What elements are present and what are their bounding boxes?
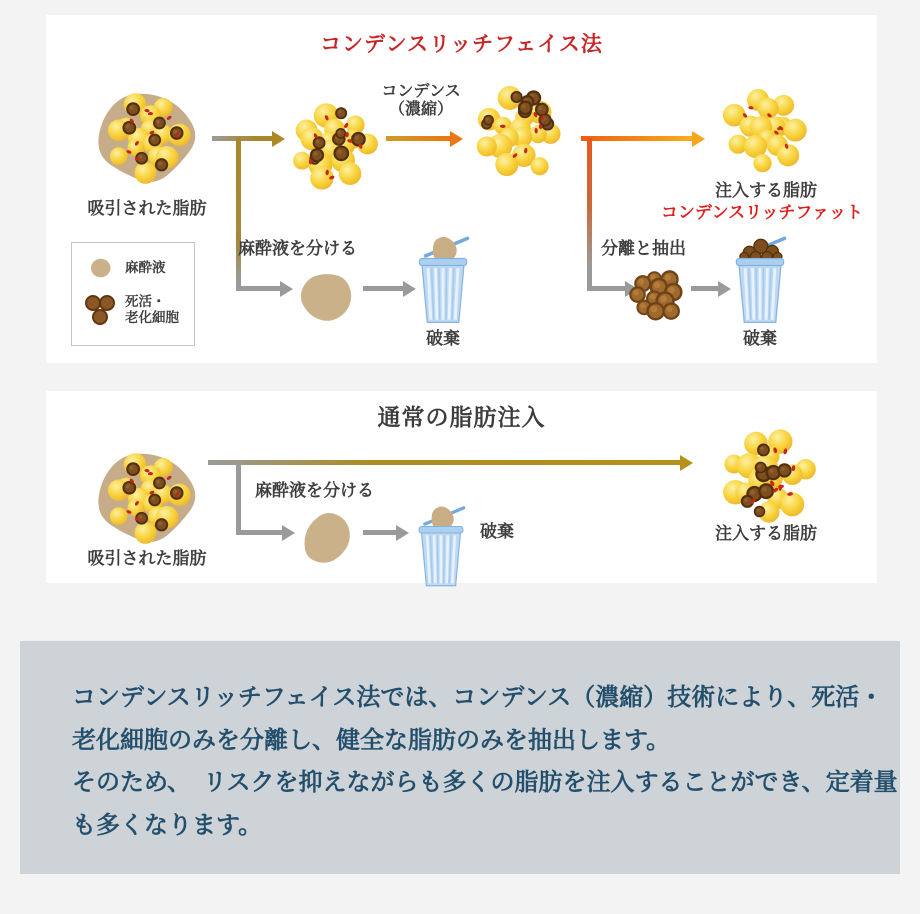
- arrow-to-washed-fat: [212, 136, 273, 141]
- trash-can-anesthetic: [415, 233, 471, 326]
- inject-fat-label: 注入する脂肪: [715, 524, 817, 543]
- dead-cells-cluster-illustration: [622, 258, 690, 326]
- branch-line-anesthetic: [236, 462, 241, 532]
- fat-with-dead-cells-illustration: [280, 93, 386, 199]
- injected-fat-illustration: [710, 420, 822, 532]
- legend-box: [71, 242, 195, 346]
- discard-label-2: 破棄: [743, 329, 777, 348]
- anesthetic-fluid-illustration: [289, 503, 365, 573]
- aspirated-fat-label: 吸引された脂肪: [87, 549, 207, 568]
- condense-rich-face-panel: [46, 15, 877, 363]
- separate-extract-label: 分離と抽出: [601, 239, 686, 258]
- arrow-to-result-fat: [581, 136, 693, 141]
- aspirated-fat-label: 吸引された脂肪: [87, 199, 207, 218]
- aspirated-fat-illustration: [83, 435, 211, 563]
- description-line: コンデンスリッチフェイス法では、コンデンス（濃縮）技術により、死活・: [72, 685, 884, 711]
- arrow-to-anesthetic-blob: [236, 530, 283, 535]
- condense-label: コンデンス （濃縮）: [381, 83, 461, 119]
- discard-label: 破棄: [480, 522, 514, 541]
- description-text: [72, 677, 898, 847]
- arrow-to-dead-cells: [587, 286, 626, 291]
- arrow-to-trash-2: [691, 286, 719, 291]
- description-line: そのため、 リスクを抑えながらも多くの脂肪を注入することができ、定着量: [72, 770, 898, 796]
- branch-line-anesthetic: [236, 138, 241, 289]
- arrow-to-trash-1: [363, 286, 404, 291]
- legend-anesthetic-row: [82, 253, 186, 283]
- legend-anesthetic-label: 麻酔液: [125, 259, 166, 275]
- trash-can-anesthetic: [415, 503, 467, 589]
- condense-rich-fat-illustration: [717, 82, 815, 180]
- separate-anesthetic-label: 麻酔液を分ける: [238, 239, 357, 258]
- description-panel: [20, 641, 900, 874]
- legend-dead-cells-row: [82, 293, 186, 327]
- condensed-fat-illustration: [464, 70, 574, 186]
- description-line: も多くなります。: [72, 812, 263, 839]
- anesthetic-fluid-icon: [82, 253, 118, 283]
- trash-can-dead-cells: [732, 233, 788, 326]
- anesthetic-fluid-illustration: [289, 261, 365, 331]
- branch-line-extraction: [587, 138, 592, 289]
- discard-label-1: 破棄: [426, 329, 460, 348]
- description-line: 老化細胞のみを分離し、健全な脂肪のみを抽出します。: [72, 727, 671, 754]
- inject-fat-label: 注入する脂肪: [715, 181, 817, 200]
- panel2-title: 通常の脂肪注入: [377, 404, 546, 430]
- legend-dead-cells-label: 死活・ 老化細胞: [125, 293, 179, 325]
- arrow-condense: [386, 136, 451, 141]
- aspirated-fat-illustration: [83, 75, 211, 203]
- condense-rich-fat-label: コンデンスリッチファット: [660, 203, 864, 222]
- normal-fat-injection-panel: [46, 391, 877, 583]
- separate-anesthetic-label: 麻酔液を分ける: [255, 481, 374, 500]
- arrow-to-anesthetic-blob: [236, 286, 281, 291]
- arrow-to-injected-fat: [208, 460, 681, 465]
- arrow-to-trash: [363, 530, 397, 535]
- panel1-title: コンデンスリッチフェイス法: [320, 33, 603, 56]
- dead-cells-icon: [82, 293, 118, 327]
